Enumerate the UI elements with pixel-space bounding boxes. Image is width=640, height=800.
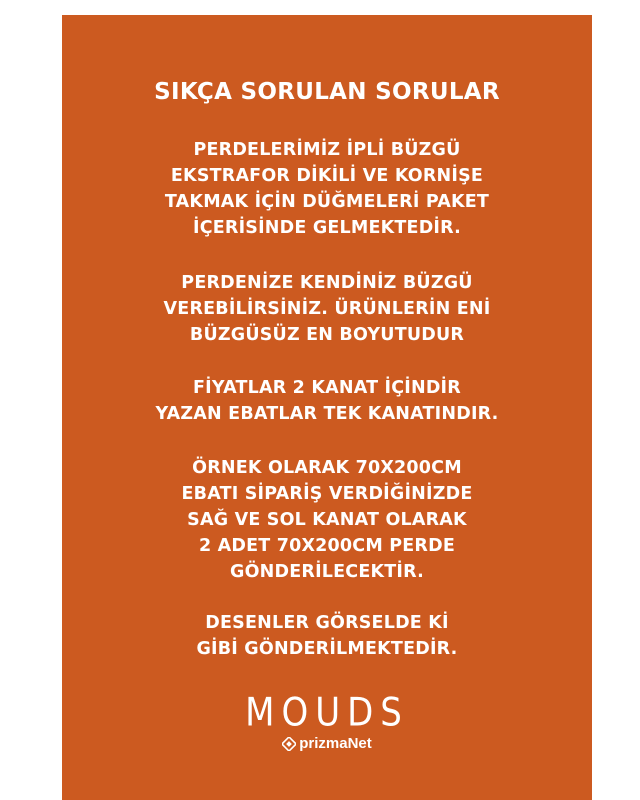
paragraph-line: DESENLER GÖRSELDE Kİ [205, 613, 449, 633]
paragraph-line: ÖRNEK OLARAK 70X200CM [192, 458, 462, 478]
faq-panel [62, 15, 592, 800]
paragraph-line: EBATI SİPARİŞ VERDİĞİNİZDE [181, 484, 473, 504]
paragraph-line: TAKMAK İÇİN DÜĞMELERİ PAKET [164, 192, 490, 212]
faq-paragraph [62, 455, 592, 585]
brand-logo [62, 690, 592, 755]
faq-paragraph [62, 610, 592, 662]
faq-paragraph [62, 137, 592, 241]
faq-paragraph [62, 375, 592, 427]
paragraph-line: BÜZGÜSÜZ EN BOYUTUDUR [189, 325, 465, 345]
paragraph-line: VEREBİLİRSİNİZ. ÜRÜNLERİN ENİ [163, 299, 491, 319]
faq-title: SIKÇA SORULAN SORULAR [154, 79, 500, 105]
paragraph-line: 2 ADET 70X200CM PERDE [199, 536, 455, 556]
paragraph-line: GİBİ GÖNDERİLMEKTEDİR. [196, 639, 458, 659]
sub-brand [282, 735, 372, 752]
paragraph-line: PERDELERİMİZ İPLİ BÜZGÜ [193, 140, 461, 160]
prizma-mark-icon [282, 737, 296, 751]
paragraph-line: PERDENİZE KENDİNİZ BÜZGÜ [181, 273, 473, 293]
paragraph-line: İÇERİSİNDE GELMEKTEDİR. [192, 218, 461, 238]
sub-brand-label: prizmaNet [299, 735, 372, 752]
paragraph-line: GÖNDERİLECEKTİR. [230, 562, 424, 582]
paragraph-line: YAZAN EBATLAR TEK KANATINDIR. [155, 404, 499, 424]
faq-paragraph [62, 270, 592, 348]
paragraph-line: FİYATLAR 2 KANAT İÇİNDİR [193, 378, 461, 398]
paragraph-line: SAĞ VE SOL KANAT OLARAK [187, 510, 467, 530]
paragraph-line: EKSTRAFOR DİKİLİ VE KORNİŞE [170, 166, 484, 186]
brand-name: MOUDS [245, 690, 409, 736]
